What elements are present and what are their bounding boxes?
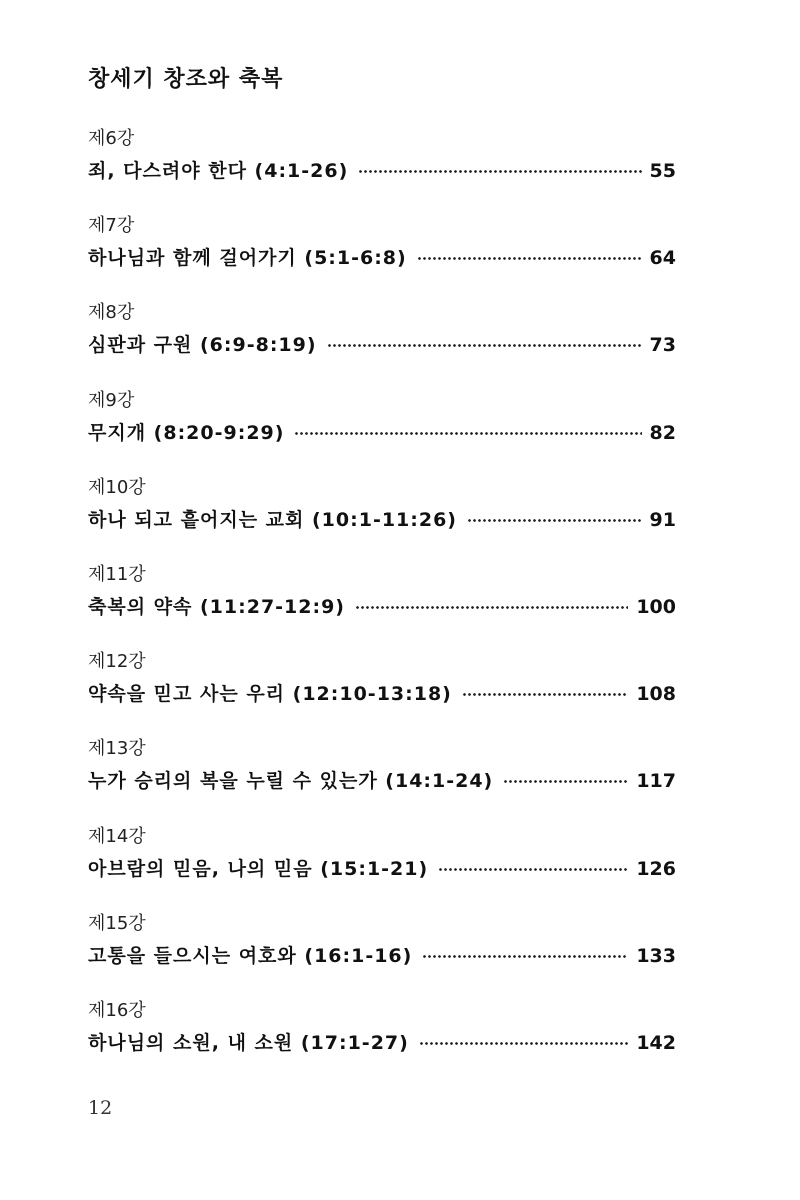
lecture-number: 제8강 [88,302,135,324]
dot-leader [358,170,641,173]
toc-page-number: 55 [649,160,676,182]
toc-page-number: 126 [636,857,676,880]
toc-title: 약속을 믿고 사는 우리 (12:10-13:18) [88,683,452,706]
dot-leader [355,606,628,609]
toc-line [88,943,676,969]
toc-line [88,245,676,271]
dot-leader [503,780,628,783]
toc-line [88,1030,676,1056]
dot-leader [417,257,642,260]
toc-title: 아브람의 믿음, 나의 믿음 (15:1-21) [88,857,429,880]
lecture-number: 제14강 [88,825,146,847]
toc-page-number: 117 [636,770,676,793]
toc-entry-lecture-15[interactable] [88,912,676,999]
toc-line [88,332,676,358]
book-title-header: 창세기 창조와 축복 [88,67,284,92]
toc-entry-lecture-16[interactable] [88,999,676,1086]
toc-line [88,681,676,707]
toc-entry-lecture-7[interactable] [88,214,676,301]
toc-title: 누가 승리의 복을 누릴 수 있는가 (14:1-24) [88,770,494,793]
toc-line [88,594,676,620]
lecture-number: 제13강 [88,738,146,760]
toc-page-number: 108 [636,683,676,706]
dot-leader [294,432,641,435]
toc-entry-lecture-6[interactable] [88,127,676,214]
toc-entry-lecture-12[interactable] [88,650,676,737]
toc-page-number: 73 [649,334,676,357]
lecture-number: 제6강 [88,128,135,149]
lecture-number: 제16강 [88,999,146,1021]
toc-entry-lecture-10[interactable] [88,476,676,563]
dot-leader [419,1042,629,1045]
dot-leader [438,868,628,871]
toc-page-number: 100 [636,595,676,618]
dot-leader [327,344,642,347]
table-of-contents [88,127,676,1086]
toc-line [88,158,676,184]
lecture-number: 제12강 [88,651,146,673]
toc-title: 축복의 약속 (11:27-12:9) [88,595,345,618]
toc-entry-lecture-8[interactable] [88,301,676,388]
lecture-number: 제10강 [88,476,146,498]
dot-leader [462,693,628,696]
toc-title: 무지개 (8:20-9:29) [88,421,285,444]
dot-leader [467,519,642,522]
toc-title: 심판과 구원 (6:9-8:19) [88,334,317,357]
toc-line [88,420,676,446]
toc-line [88,507,676,533]
toc-page-number: 133 [636,944,676,967]
toc-line [88,856,676,882]
lecture-number: 제7강 [88,215,135,237]
lecture-number: 제9강 [88,389,135,411]
page-number: 12 [88,1097,113,1119]
toc-entry-lecture-14[interactable] [88,825,676,912]
toc-title: 하나 되고 흩어지는 교회 (10:1-11:26) [88,508,457,531]
dot-leader [422,955,628,958]
toc-title: 죄, 다스려야 한다 (4:1-26) [88,160,349,182]
toc-page-number: 64 [649,247,676,270]
toc-entry-lecture-9[interactable] [88,389,676,476]
toc-page-number: 142 [636,1031,676,1054]
toc-line [88,768,676,794]
toc-entry-lecture-11[interactable] [88,563,676,650]
toc-title: 하나님의 소원, 내 소원 (17:1-27) [88,1031,409,1054]
toc-page-number: 82 [649,421,676,444]
toc-title: 하나님과 함께 걸어가기 (5:1-6:8) [88,247,407,270]
lecture-number: 제15강 [88,912,146,934]
lecture-number: 제11강 [88,563,146,585]
toc-entry-lecture-13[interactable] [88,737,676,824]
toc-title: 고통을 들으시는 여호와 (16:1-16) [88,944,413,967]
toc-page-number: 91 [649,508,676,531]
